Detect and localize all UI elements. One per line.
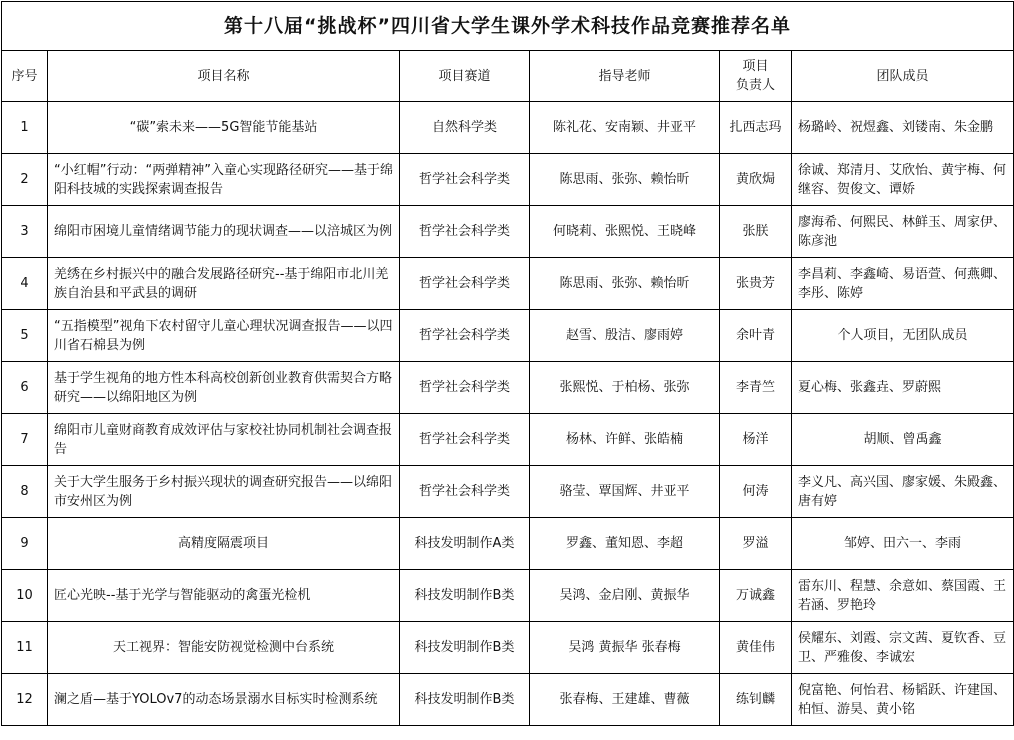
title-row	[2, 2, 1014, 51]
table-row	[2, 206, 1014, 258]
cell-members: 胡顺、曾禹鑫	[792, 414, 1014, 466]
cell-advisors: 吴鸿、金启刚、黄振华	[530, 570, 720, 622]
cell-leader: 万诚鑫	[720, 570, 792, 622]
table-row	[2, 310, 1014, 362]
cell-leader: 张朕	[720, 206, 792, 258]
table-row	[2, 102, 1014, 154]
header-row	[2, 51, 1014, 102]
cell-seq: 5	[2, 310, 48, 362]
cell-members: 邹婷、田六一、李雨	[792, 518, 1014, 570]
cell-project-name: 关于大学生服务于乡村振兴现状的调查研究报告——以绵阳市安州区为例	[48, 466, 400, 518]
cell-advisors: 张春梅、王建雄、曹薇	[530, 674, 720, 726]
cell-seq: 1	[2, 102, 48, 154]
table-row	[2, 570, 1014, 622]
cell-members: 倪富艳、何怡君、杨韬跃、许建国、柏恒、游昊、黄小铭	[792, 674, 1014, 726]
cell-project-name: 基于学生视角的地方性本科高校创新创业教育供需契合方略研究——以绵阳地区为例	[48, 362, 400, 414]
cell-advisors: 陈思雨、张弥、赖怡昕	[530, 258, 720, 310]
cell-advisors: 陈礼花、安南颖、井亚平	[530, 102, 720, 154]
cell-track: 哲学社会科学类	[400, 258, 530, 310]
cell-track: 哲学社会科学类	[400, 362, 530, 414]
cell-leader: 黄佳伟	[720, 622, 792, 674]
cell-track: 哲学社会科学类	[400, 310, 530, 362]
cell-members: 夏心梅、张鑫垚、罗蔚熙	[792, 362, 1014, 414]
header-seq: 序号	[2, 51, 48, 102]
table-row	[2, 258, 1014, 310]
cell-seq: 4	[2, 258, 48, 310]
cell-leader: 罗溢	[720, 518, 792, 570]
table-row	[2, 414, 1014, 466]
header-advisors: 指导老师	[530, 51, 720, 102]
cell-advisors: 张熙悦、于柏杨、张弥	[530, 362, 720, 414]
cell-seq: 2	[2, 154, 48, 206]
cell-leader: 张贵芳	[720, 258, 792, 310]
cell-leader: 何涛	[720, 466, 792, 518]
cell-track: 科技发明制作B类	[400, 570, 530, 622]
cell-advisors: 陈思雨、张弥、赖怡昕	[530, 154, 720, 206]
cell-project-name: 澜之盾—基于YOLOv7的动态场景溺水目标实时检测系统	[48, 674, 400, 726]
cell-leader: 李青竺	[720, 362, 792, 414]
cell-leader: 黄欣焗	[720, 154, 792, 206]
cell-seq: 12	[2, 674, 48, 726]
cell-track: 自然科学类	[400, 102, 530, 154]
header-project-name: 项目名称	[48, 51, 400, 102]
cell-track: 哲学社会科学类	[400, 466, 530, 518]
cell-seq: 9	[2, 518, 48, 570]
table-row	[2, 466, 1014, 518]
cell-project-name: 匠心光映--基于光学与智能驱动的禽蛋光检机	[48, 570, 400, 622]
cell-advisors: 罗鑫、董知恩、李超	[530, 518, 720, 570]
cell-seq: 6	[2, 362, 48, 414]
cell-project-name: 高精度隔震项目	[48, 518, 400, 570]
cell-track: 哲学社会科学类	[400, 206, 530, 258]
cell-project-name: 天工视界：智能安防视觉检测中台系统	[48, 622, 400, 674]
cell-members: 李昌莉、李鑫崎、易语萱、何燕卿、李彤、陈婷	[792, 258, 1014, 310]
header-leader-line2: 负责人	[735, 78, 775, 93]
cell-project-name: “碳”索未来——5G智能节能基站	[48, 102, 400, 154]
table-row	[2, 518, 1014, 570]
table-row	[2, 362, 1014, 414]
cell-members: 李义凡、高兴国、廖家媛、朱殿鑫、唐有婷	[792, 466, 1014, 518]
cell-seq: 10	[2, 570, 48, 622]
cell-members: 个人项目，无团队成员	[792, 310, 1014, 362]
cell-members: 杨璐岭、祝煜鑫、刘镂南、朱金鹏	[792, 102, 1014, 154]
cell-advisors: 何晓莉、张熙悦、王晓峰	[530, 206, 720, 258]
cell-project-name: “五指模型”视角下农村留守儿童心理状况调查报告——以四川省石棉县为例	[48, 310, 400, 362]
cell-project-name: 羌绣在乡村振兴中的融合发展路径研究--基于绵阳市北川羌族自治县和平武县的调研	[48, 258, 400, 310]
cell-members: 徐诚、郑清月、艾欣怡、黄宇梅、何继容、贺俊文、谭娇	[792, 154, 1014, 206]
cell-advisors: 赵雪、殷洁、廖雨婷	[530, 310, 720, 362]
cell-members: 侯耀东、刘霞、宗文茜、夏钦香、豆卫、严雅俊、李诚宏	[792, 622, 1014, 674]
cell-track: 科技发明制作A类	[400, 518, 530, 570]
cell-advisors: 杨林、许鲜、张皓楠	[530, 414, 720, 466]
cell-leader: 扎西志玛	[720, 102, 792, 154]
cell-project-name: 绵阳市儿童财商教育成效评估与家校社协同机制社会调查报告	[48, 414, 400, 466]
cell-leader: 余叶青	[720, 310, 792, 362]
cell-seq: 3	[2, 206, 48, 258]
header-leader-line1: 项目	[742, 59, 769, 74]
table-row	[2, 622, 1014, 674]
header-members: 团队成员	[792, 51, 1014, 102]
cell-track: 哲学社会科学类	[400, 154, 530, 206]
cell-leader: 练钊麟	[720, 674, 792, 726]
recommendation-table	[1, 1, 1014, 726]
cell-seq: 8	[2, 466, 48, 518]
cell-seq: 11	[2, 622, 48, 674]
cell-project-name: 绵阳市困境儿童情绪调节能力的现状调查——以涪城区为例	[48, 206, 400, 258]
header-track: 项目赛道	[400, 51, 530, 102]
cell-track: 哲学社会科学类	[400, 414, 530, 466]
cell-leader: 杨洋	[720, 414, 792, 466]
cell-members: 廖海希、何熙民、林鲜玉、周家伊、陈彦池	[792, 206, 1014, 258]
cell-advisors: 吴鸿 黄振华 张春梅	[530, 622, 720, 674]
cell-seq: 7	[2, 414, 48, 466]
cell-members: 雷东川、程慧、余意如、蔡国霞、王若涵、罗艳玲	[792, 570, 1014, 622]
cell-advisors: 骆莹、覃国辉、井亚平	[530, 466, 720, 518]
table-row	[2, 674, 1014, 726]
cell-track: 科技发明制作B类	[400, 622, 530, 674]
cell-track: 科技发明制作B类	[400, 674, 530, 726]
sheet-title: 第十八届“挑战杯”四川省大学生课外学术科技作品竞赛推荐名单	[2, 2, 1014, 51]
header-leader	[720, 51, 792, 102]
cell-project-name: “小红帽”行动：“两弹精神”入童心实现路径研究——基于绵阳科技城的实践探索调查报告	[48, 154, 400, 206]
table-row	[2, 154, 1014, 206]
